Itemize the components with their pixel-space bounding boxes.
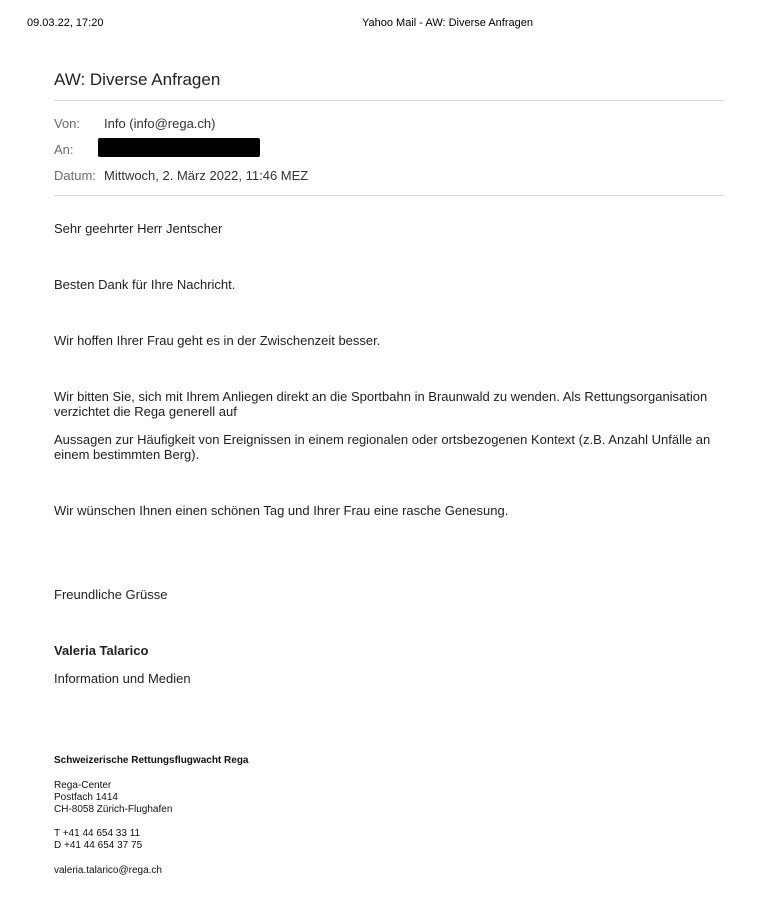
signature-address-line: Postfach 1414 <box>54 792 118 803</box>
header-divider <box>54 100 725 101</box>
date-label: Datum: <box>54 168 96 183</box>
body-statement: Aussagen zur Häufigkeit von Ereignissen in einem regionalen oder ortsbezogenen Kontext (z.B. Anzahl Unfälle an einem bestimmten Berg). <box>54 432 711 462</box>
print-datetime: 09.03.22, 17:20 <box>27 17 104 29</box>
body-regards: Freundliche Grüsse <box>54 587 168 602</box>
signature-phone-t: T +41 44 654 33 11 <box>54 828 141 839</box>
signature-address-line: CH-8058 Zürich-Flughafen <box>54 804 173 815</box>
body-closing-wish: Wir wünschen Ihnen einen schönen Tag und Ihrer Frau eine rasche Genesung. <box>54 503 509 518</box>
email-subject: AW: Diverse Anfragen <box>54 70 221 89</box>
body-thanks: Besten Dank für Ihre Nachricht. <box>54 277 236 292</box>
meta-divider <box>54 195 725 196</box>
signature-role: Information und Medien <box>54 671 191 686</box>
body-request: Wir bitten Sie, sich mit Ihrem Anliegen direkt an die Sportbahn in Braunwald zu wenden. Als Rettungsorganisation verzichtet die Rega generell auf <box>54 389 708 419</box>
body-greeting: Sehr geehrter Herr Jentscher <box>54 221 223 236</box>
signature-name: Valeria Talarico <box>54 643 149 658</box>
redaction-block <box>98 138 260 157</box>
signature-email-link[interactable]: valeria.talarico@rega.ch <box>54 865 162 876</box>
signature-phone-d: D +41 44 654 37 75 <box>54 840 143 851</box>
print-page-title: Yahoo Mail - AW: Diverse Anfragen <box>362 17 533 29</box>
from-label: Von: <box>54 116 81 131</box>
from-value[interactable]: Info (info@rega.ch) <box>104 116 216 131</box>
body-wishes: Wir hoffen Ihrer Frau geht es in der Zwischenzeit besser. <box>54 333 381 348</box>
signature-address-line: Rega-Center <box>54 780 112 791</box>
to-label: An: <box>54 142 74 157</box>
signature-organization: Schweizerische Rettungsflugwacht Rega <box>54 755 249 766</box>
date-value: Mittwoch, 2. März 2022, 11:46 MEZ <box>104 168 309 183</box>
